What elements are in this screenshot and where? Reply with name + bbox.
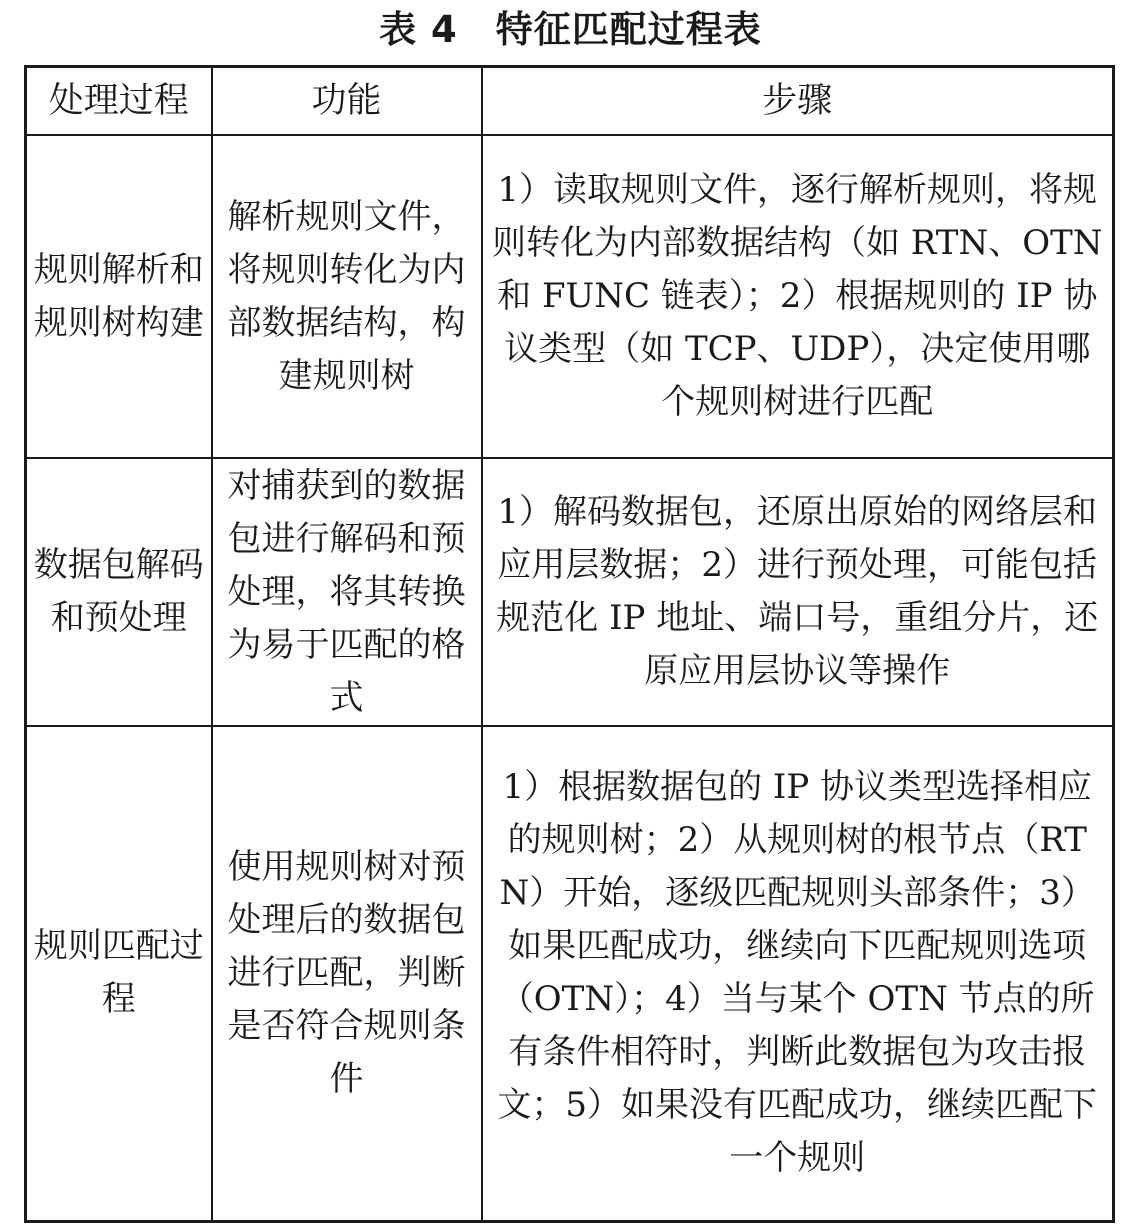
table-row <box>26 458 1114 726</box>
table-row <box>26 726 1114 1221</box>
cell-process: 规则匹配过程 <box>26 726 212 1221</box>
table-row <box>26 135 1114 458</box>
cell-steps: 1）根据数据包的 IP 协议类型选择相应的规则树；2）从规则树的根节点（RTN）开始，逐级匹配规则头部条件；3）如果匹配成功，继续向下匹配规则选项（OTN）；4）当与某个 OTN 节点的所有条件相符时，判断此数据包为攻击报文；5）如果没有匹配成功，继续匹配下一个规则 <box>482 726 1114 1221</box>
table-header-row <box>26 67 1114 136</box>
cell-function: 对捕获到的数据包进行解码和预处理，将其转换为易于匹配的格式 <box>212 458 482 726</box>
cell-steps: 1）读取规则文件，逐行解析规则，将规则转化为内部数据结构（如 RTN、OTN 和 FUNC 链表）；2）根据规则的 IP 协议类型（如 TCP、UDP），决定使用哪个规则树进行匹配 <box>482 135 1114 458</box>
cell-steps: 1）解码数据包，还原出原始的网络层和应用层数据；2）进行预处理，可能包括规范化 IP 地址、端口号，重组分片，还原应用层协议等操作 <box>482 458 1114 726</box>
feature-matching-table <box>24 65 1115 1223</box>
cell-function: 解析规则文件，将规则转化为内部数据结构，构建规则树 <box>212 135 482 458</box>
header-function: 功能 <box>212 67 482 136</box>
header-process: 处理过程 <box>26 67 212 136</box>
cell-process: 规则解析和规则树构建 <box>26 135 212 458</box>
cell-process: 数据包解码和预处理 <box>26 458 212 726</box>
header-steps: 步骤 <box>482 67 1114 136</box>
table-caption: 表 4 特征匹配过程表 <box>379 8 762 51</box>
cell-function: 使用规则树对预处理后的数据包进行匹配，判断是否符合规则条件 <box>212 726 482 1221</box>
